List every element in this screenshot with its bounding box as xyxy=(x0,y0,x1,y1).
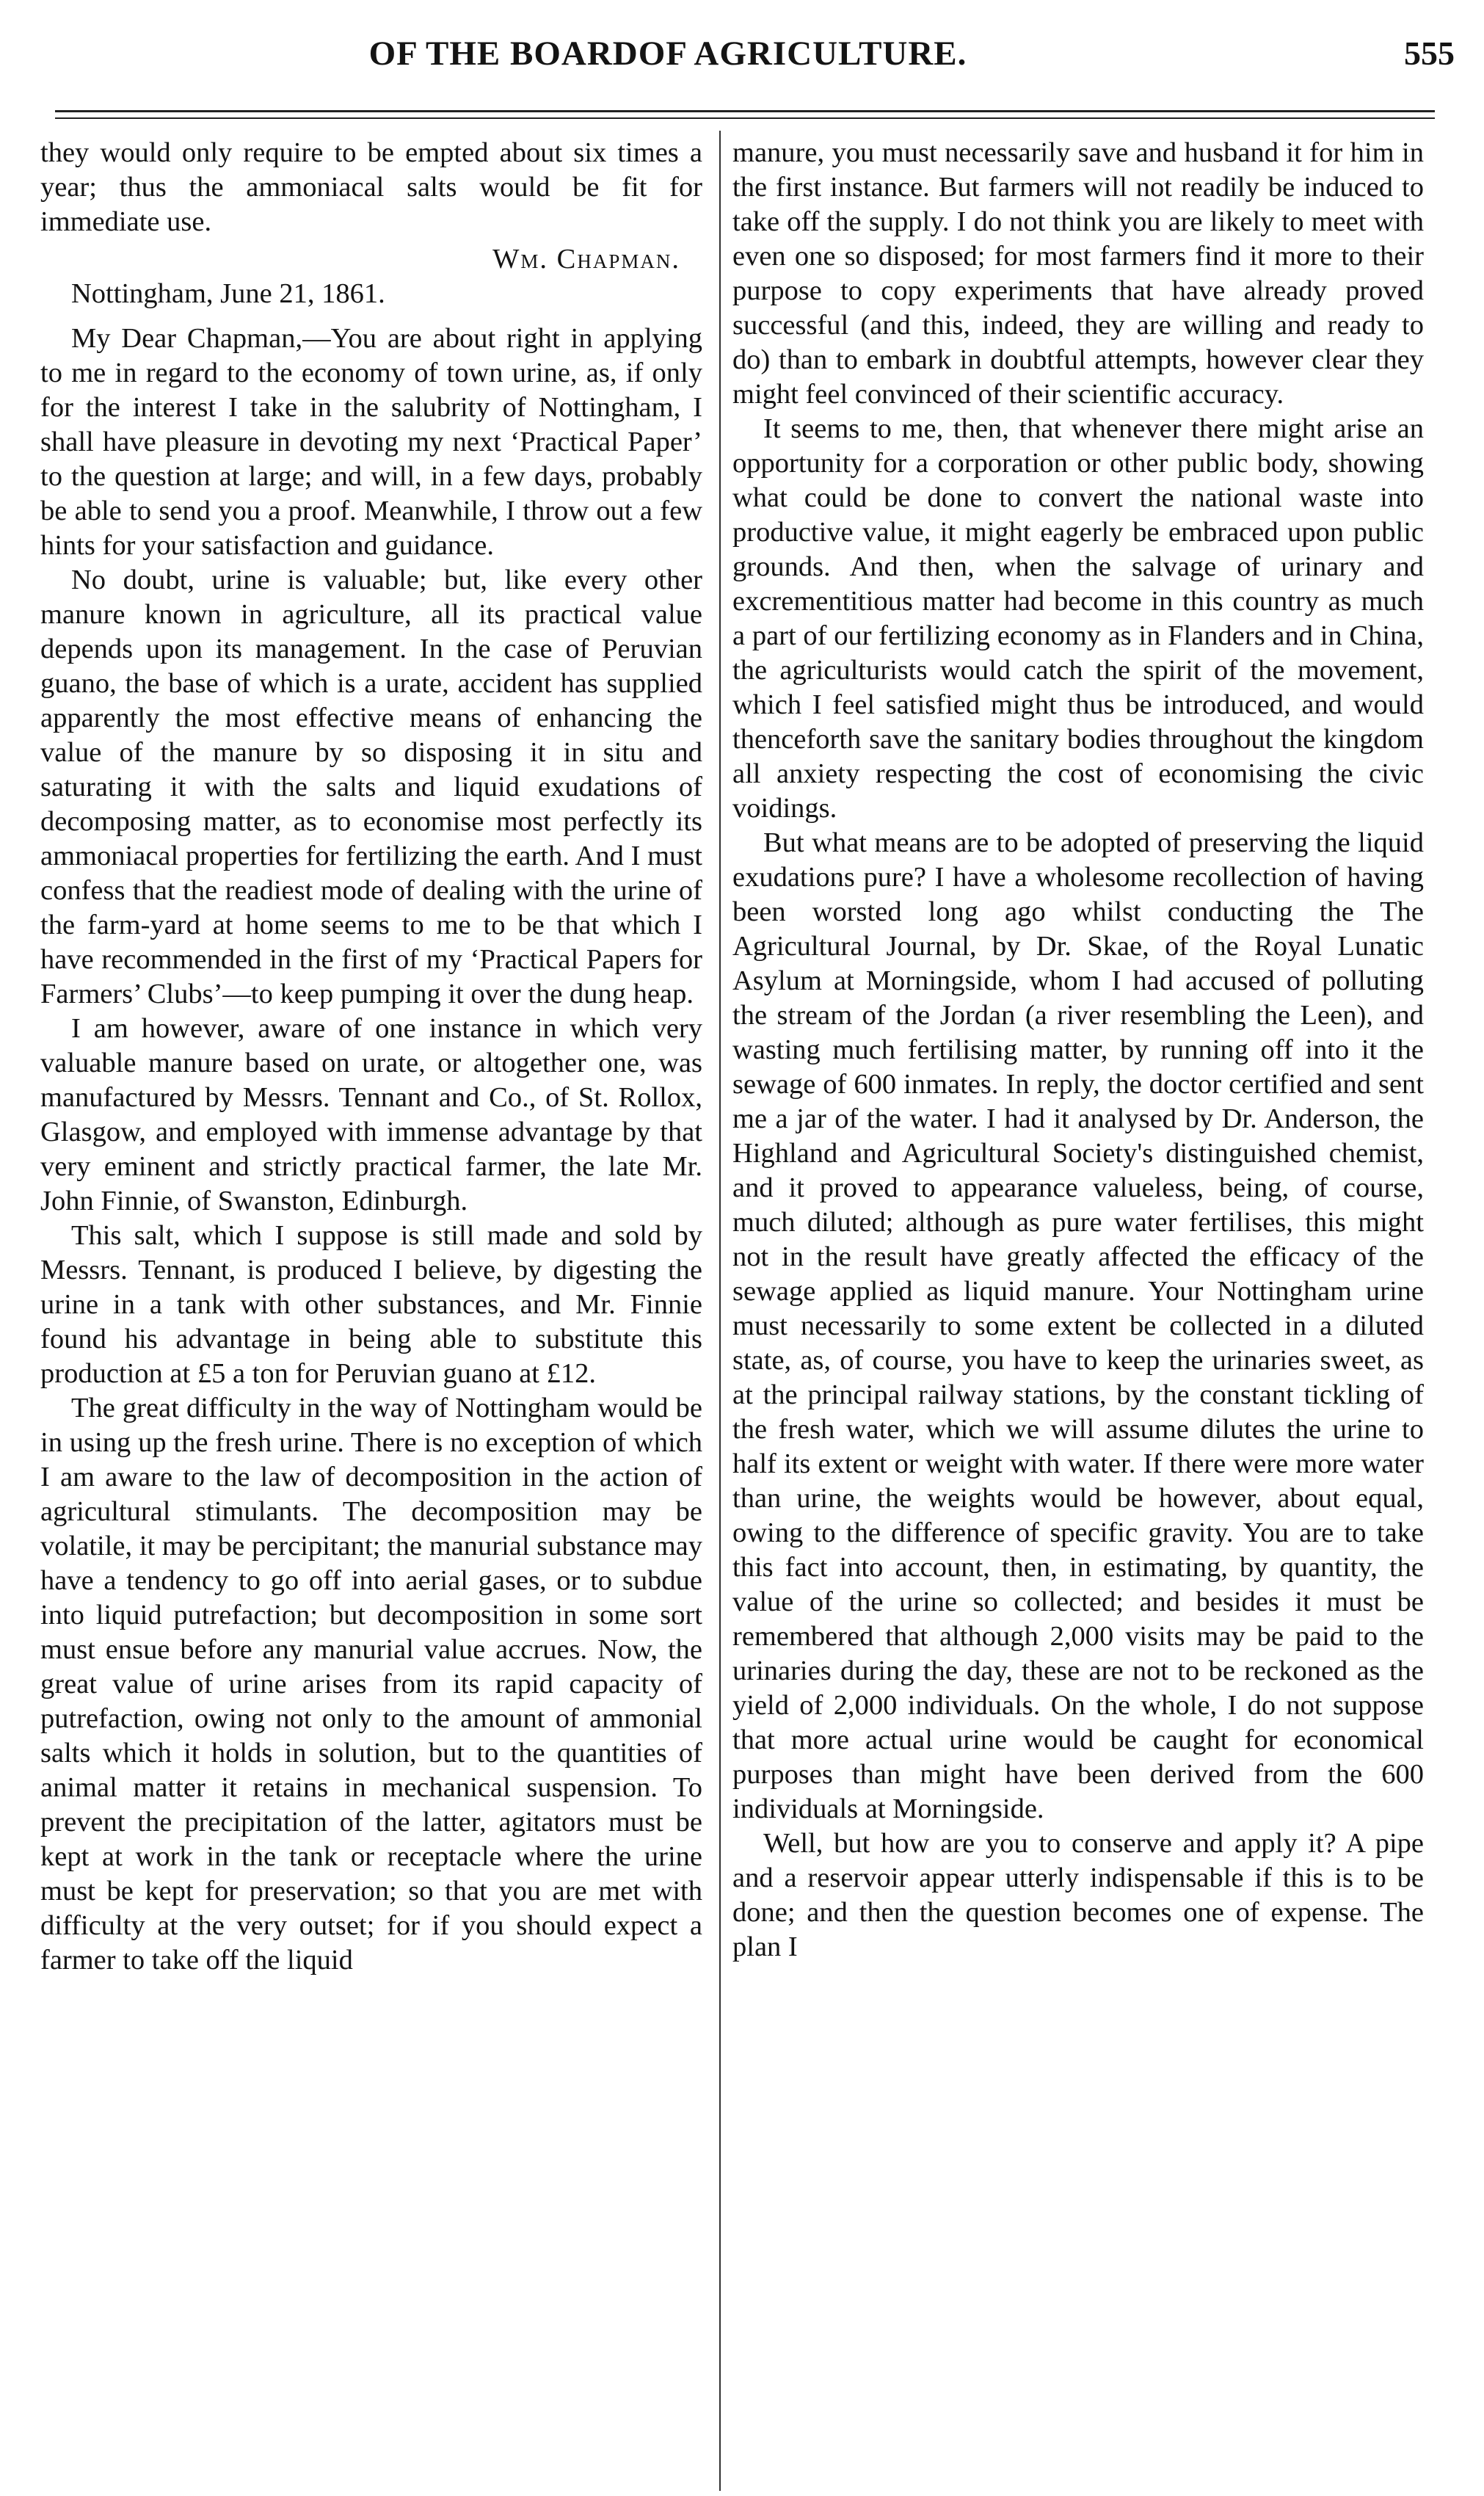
right-column xyxy=(732,136,1424,2489)
paragraph: The great difficulty in the way of Nottingham would be in using up the fresh urine. There is no exception of which I am aware to the law of decomposition in the action of agricultural stimulants. The decomposition may be volatile, it may be percipitant; the manurial substance may have a tendency to go off into aerial gases, or to subdue into liquid putrefaction; but decomposition in some sort must ensue before any manurial value accrues. Now, the great value of urine arises from its rapid capacity of putrefaction, owing not only to the amount of ammonial salts which it holds in solution, but to the quantities of animal matter it retains in mechanical suspension. To prevent the precipitation of the latter, agitators must be kept at work in the tank or receptacle where the urine must be kept for preservation; so that you are met with difficulty at the very outset; for if you should expect a farmer to take off the liquid xyxy=(40,1393,702,1976)
paragraph: But what means are to be adopted of preserving the liquid exudations pure? I have a wholesome recollection of having been worsted long ago whilst conducting the The Agricultural Journal, by Dr. Skae, of the Royal Lunatic Asylum at Morningside, whom I had accused of polluting the stream of the Jordan (a river resembling the Leen), and wasting much fertilising matter, by running off into it the sewage of 600 inmates. In reply, the doctor certified and sent me a jar of the water. I had it analysed by Dr. Anderson, the Highland and Agricultural Society's distinguished chemist, and it proved to appearance valueless, being, of course, much diluted; although as pure water fertilises, this might not in the result have greatly affected the efficacy of the sewage applied as liquid manure. Your Nottingham urine must necessarily to some extent be collected in a diluted state, as, of course, you have to keep the urinaries sweet, as at the principal railway stations, by the constant tickling of the fresh water, which we will assume dilutes the urine to half its extent or weight with water. If there were more water than urine, the weights would be however, about equal, owing to the difference of specific gravity. You are to take this fact into account, then, in estimating, by quantity, the value of the urine so collected; and besides it must be remembered that although 2,000 visits may be paid to the urinaries during the day, these are not to be reckoned as the yield of 2,000 individuals. On the whole, I do not suppose that more actual urine would be caught for economical purposes than might have been derived from the 600 individuals at Morningside. xyxy=(732,827,1424,1824)
paragraph: Well, but how are you to conserve and apply it? A pipe and a reservoir appear utterly indispensable if this is to be done; and then the question becomes one of expense. The plan I xyxy=(732,1828,1424,1962)
header-rule xyxy=(55,110,1435,112)
paragraph: No doubt, urine is valuable; but, like every other manure known in agriculture, all its practical value depends upon its management. In the case of Peruvian guano, the base of which is a urate, accident has supplied apparently the most effective means of enhancing the value of the manure by so disposing it in situ and saturating it with the salts and liquid exudations of decomposing matter, as to economise most perfectly its ammoniacal properties for fertilizing the earth. And I must confess that the readiest mode of dealing with the urine of the farm-yard at home seems to me to be that which I have recommended in the first of my ‘Practical Papers for Farmers’ Clubs’—to keep pumping it over the dung heap. xyxy=(40,565,702,1009)
letter-salutation-paragraph: My Dear Chapman,—You are about right in applying to me in regard to the economy of town urine, as, if only for the interest I take in the salubrity of Nottingham, I shall have pleasure in devoting my next ‘Practical Paper’ to the question at large; and will, in a few days, probably be able to send you a proof. Meanwhile, I throw out a few hints for your satisfaction and guidance. xyxy=(40,323,702,561)
paragraph: It seems to me, then, that whenever there might arise an opportunity for a corporation or other public body, showing what could be done to convert the national waste into productive value, it might eagerly be embraced upon public grounds. And then, when the salvage of urinary and excrementitious matter had become in this country as much a part of our fertilizing economy as in Flanders and in China, the agriculturists would catch the spirit of the movement, which I feel satisfied might thus be introduced, and would thenceforth save the sanitary bodies throughout the kingdom all anxiety respecting the cost of economising the civic voidings. xyxy=(732,413,1424,824)
column-divider xyxy=(719,131,721,2491)
paragraph-continued: they would only require to be empted about six times a year; thus the ammoniacal salts would be fit for immediate use. xyxy=(40,137,702,237)
running-title: OF THE BOARDOF AGRICULTURE. xyxy=(368,35,967,73)
left-column xyxy=(40,136,702,2489)
paragraph-continued: manure, you must necessarily save and husband it for him in the first instance. But farmers will not readily be induced to take off the supply. I do not think you are likely to meet with even one so disposed; for most farmers find it more to their purpose to copy experiments that have already proved successful (and this, indeed, they are willing and ready to do) than to embark in doubtful attempts, however clear they might feel convinced of their scientific accuracy. xyxy=(732,137,1424,410)
paragraph: This salt, which I suppose is still made and sold by Messrs. Tennant, is produced I believe, by digesting the urine in a tank with other substances, and Mr. Finnie found his advantage in being able to substitute this production at £5 a ton for Peruvian guano at £12. xyxy=(40,1220,702,1389)
header-rule-thin xyxy=(55,117,1435,119)
letter-signature: Wm. Chapman. xyxy=(492,244,680,275)
letter-place-date: Nottingham, June 21, 1861. xyxy=(71,278,385,309)
paragraph: I am however, aware of one instance in which very valuable manure based on urate, or altogether one, was manufactured by Messrs. Tennant and Co., of St. Rollox, Glasgow, and employed with immense advantage by that very eminent and strictly practical farmer, the late Mr. John Finnie, of Swanston, Edinburgh. xyxy=(40,1013,702,1216)
page-number: 555 xyxy=(1404,35,1455,72)
page-header xyxy=(0,34,1484,85)
